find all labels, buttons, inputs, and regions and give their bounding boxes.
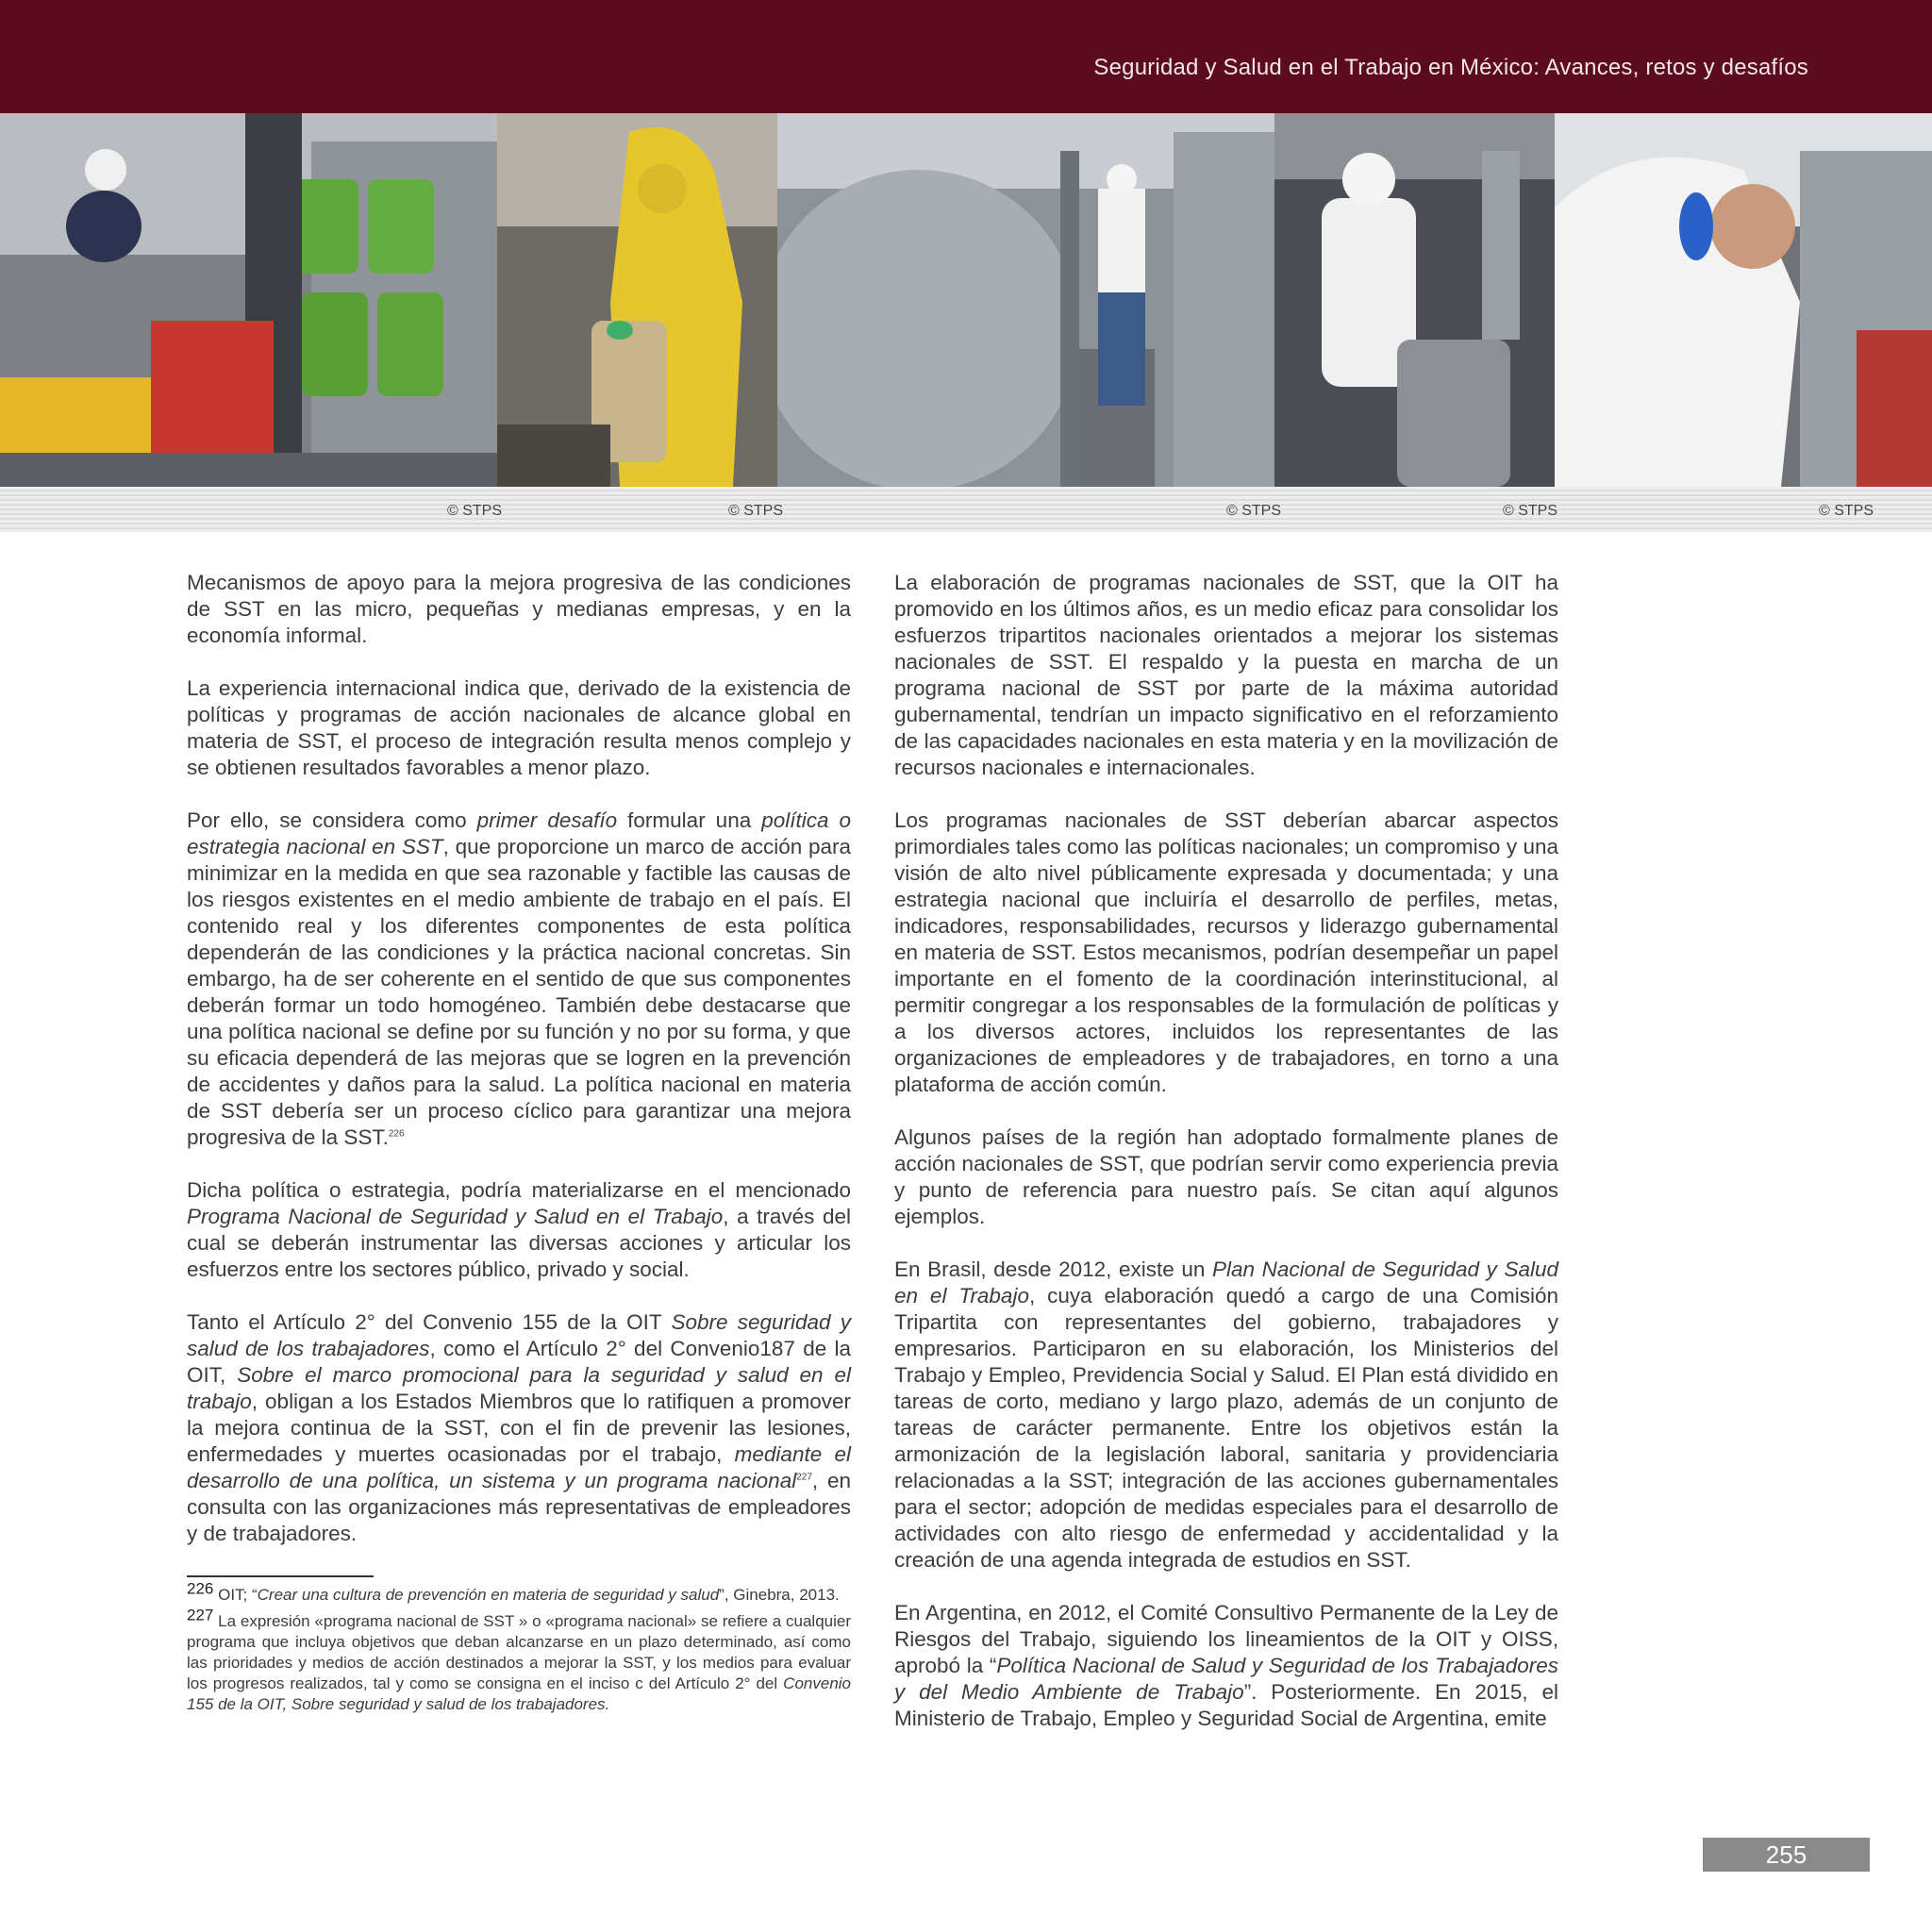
- paragraph: Dicha política o estrategia, podría materializarse en el mencionado Programa Nacional de Seguridad y Salud en el Trabajo, a través del cual se deberán instrumentar las diversas acciones y articular los esfuerzos entre los sectores público, privado y social.: [187, 1178, 851, 1281]
- photo-credit: © STPS: [447, 503, 503, 519]
- photo-stainless-tanks: [777, 113, 1274, 487]
- photo-credit-band: [0, 487, 1932, 532]
- photo-hazmat-worker: [497, 113, 777, 487]
- paragraph: Algunos países de la región han adoptado formalmente planes de acción nacionales de SST, que podrían servir como experiencia previa y punto de referencia para nuestro país. Se citan aquí algunos ejemplos.: [894, 1125, 1558, 1228]
- photo-credit: © STPS: [728, 503, 784, 519]
- page-number: 255: [1703, 1838, 1870, 1872]
- photo-credit: © STPS: [1819, 503, 1874, 519]
- right-column: [894, 570, 1558, 1758]
- footnote-number: 226: [187, 1579, 214, 1598]
- footnote-number: 227: [187, 1606, 214, 1624]
- paragraph: En Brasil, desde 2012, existe un Plan Nacional de Seguridad y Salud en el Trabajo, cuya elaboración quedó a cargo de una Comisión Tripartita con representantes del gobierno, trabajadores y empresarios. Participaron en su elaboración, los Ministerios del Trabajo y Empleo, Previdencia Social y Salud. El Plan está dividido en tareas de corto, mediano y largo plazo, además de un conjunto de tareas de carácter permanente. Entre los objetivos están la armonización de la legislación laboral, sanitaria y providenciaria relacionadas a la SST; integración de las acciones gubernamentales para el sector; adopción de medidas especiales para el desarrollo de actividades con alto riesgo de enfermedad y accidentalidad y la creación de una agenda integrada de estudios en SST.: [894, 1257, 1558, 1572]
- photo-worker-ear-protection: [1555, 113, 1932, 487]
- paragraph: La elaboración de programas nacionales de SST, que la OIT ha promovido en los últimos años, es un medio eficaz para consolidar los esfuerzos tripartitos nacionales orientados a mejorar los sistemas nacionales de SST. El respaldo y la puesta en marcha de un programa nacional de SST por parte de la máxima autoridad gubernamental, tendrían un impacto significativo en el reforzamiento de las capacidades nacionales en esta materia y en la movilización de recursos nacionales e internacionales.: [894, 571, 1558, 779]
- photo-forklift-drums: [0, 113, 497, 487]
- paragraph: En Argentina, en 2012, el Comité Consultivo Permanente de la Ley de Riesgos del Trabajo, siguiendo los lineamientos de la OIT y OISS, aprobó la “Política Nacional de Salud y Seguridad de los Trabajadores y del Medio Ambiente de Trabajo”. Posteriormente. En 2015, el Ministerio de Trabajo, Empleo y Seguridad Social de Argentina, emite: [894, 1601, 1558, 1730]
- footnote: 227 La expresión «programa nacional de SST » o «programa nacional» se refiere a cualquier programa que incluya objetivos que deban alcanzarse en un plazo determinado, así como las prioridades y medios de acción destinados a mejorar la SST, y los medios para evaluar los progresos realizados, tal y como se consigna en el inciso c del Artículo 2° del Convenio 155 de la OIT, Sobre seguridad y salud de los trabajadores.: [187, 1606, 851, 1713]
- paragraph: Los programas nacionales de SST deberían abarcar aspectos primordiales tales como las políticas nacionales; un compromiso y una visión de alto nivel públicamente expresada y documentada; y una estrategia nacional que incluiría el desarrollo de perfiles, metas, indicadores, responsabilidades, recursos y liderazgo gubernamental en materia de SST. Estos mecanismos, podrían desempeñar un papel importante en el fomento de la coordinación interinstitucional, al permitir congregar a los responsables de la formulación de políticas y a los diversos actores, incluidos los representantes de las organizaciones de empleadores y de trabajadores, en torno a una plataforma de acción común.: [894, 808, 1558, 1096]
- header-bar: [0, 0, 1932, 113]
- paragraph: Tanto el Artículo 2° del Convenio 155 de la OIT Sobre seguridad y salud de los trabajadores, como el Artículo 2° del Convenio187 de la OIT, Sobre el marco promocional para la seguridad y salud en el trabajo, obligan a los Estados Miembros que lo ratifiquen a promover la mejora continua de la SST, con el fin de prevenir las lesiones, enfermedades y muertes ocasionadas por el trabajo, mediante el desarrollo de una política, un sistema y un programa nacional$^{227}$, en consulta con las organizaciones más representativas de empleadores y de trabajadores.: [187, 1310, 852, 1545]
- footnote: 226 OIT; “Crear una cultura de prevención en materia de seguridad y salud”, Ginebra, 2013.: [187, 1579, 840, 1604]
- paragraph: Mecanismos de apoyo para la mejora progresiva de las condiciones de SST en las micro, pequeñas y medianas empresas, y en la economía informal.: [187, 571, 851, 647]
- footnote-ref[interactable]: 227: [796, 1472, 812, 1483]
- photo-strip: [0, 113, 1932, 487]
- footnote-ref[interactable]: 226: [388, 1128, 405, 1140]
- paragraph: Por ello, se considera como primer desafío formular una política o estrategia nacional en SST, que proporcione un marco de acción para minimizar en la medida en que sea razonable y factible las causas de los riesgos existentes en el medio ambiente de trabajo en el país. El contenido real y los diferentes componentes de esta política dependerán de las condiciones y la práctica nacional concretas. Sin embargo, ha de ser coherente en el sentido de que sus componentes deberán formar un todo homogéneo. También debe destacarse que una política nacional se define por su función y no por su forma, y que su eficacia dependerá de las mejoras que se logren en la prevención de accidentes y daños para la salud. La política nacional en materia de SST debería ser un proceso cíclico para garantizar una mejora progresiva de la SST.$^{226}$: [187, 808, 852, 1149]
- left-column: [187, 570, 851, 1574]
- photo-worker-barrel: [1274, 113, 1555, 487]
- footnotes: [187, 1579, 851, 1721]
- photo-credit: © STPS: [1226, 503, 1282, 519]
- footnote-divider: [187, 1575, 374, 1577]
- photo-credit: © STPS: [1503, 503, 1558, 519]
- paragraph: La experiencia internacional indica que, derivado de la existencia de políticas y programas de acción nacionales de alcance global en materia de SST, el proceso de integración resulta menos complejo y se obtienen resultados favorables a menor plazo.: [187, 676, 851, 779]
- running-header-title: Seguridad y Salud en el Trabajo en México: Avances, retos y desafíos: [1093, 55, 1808, 80]
